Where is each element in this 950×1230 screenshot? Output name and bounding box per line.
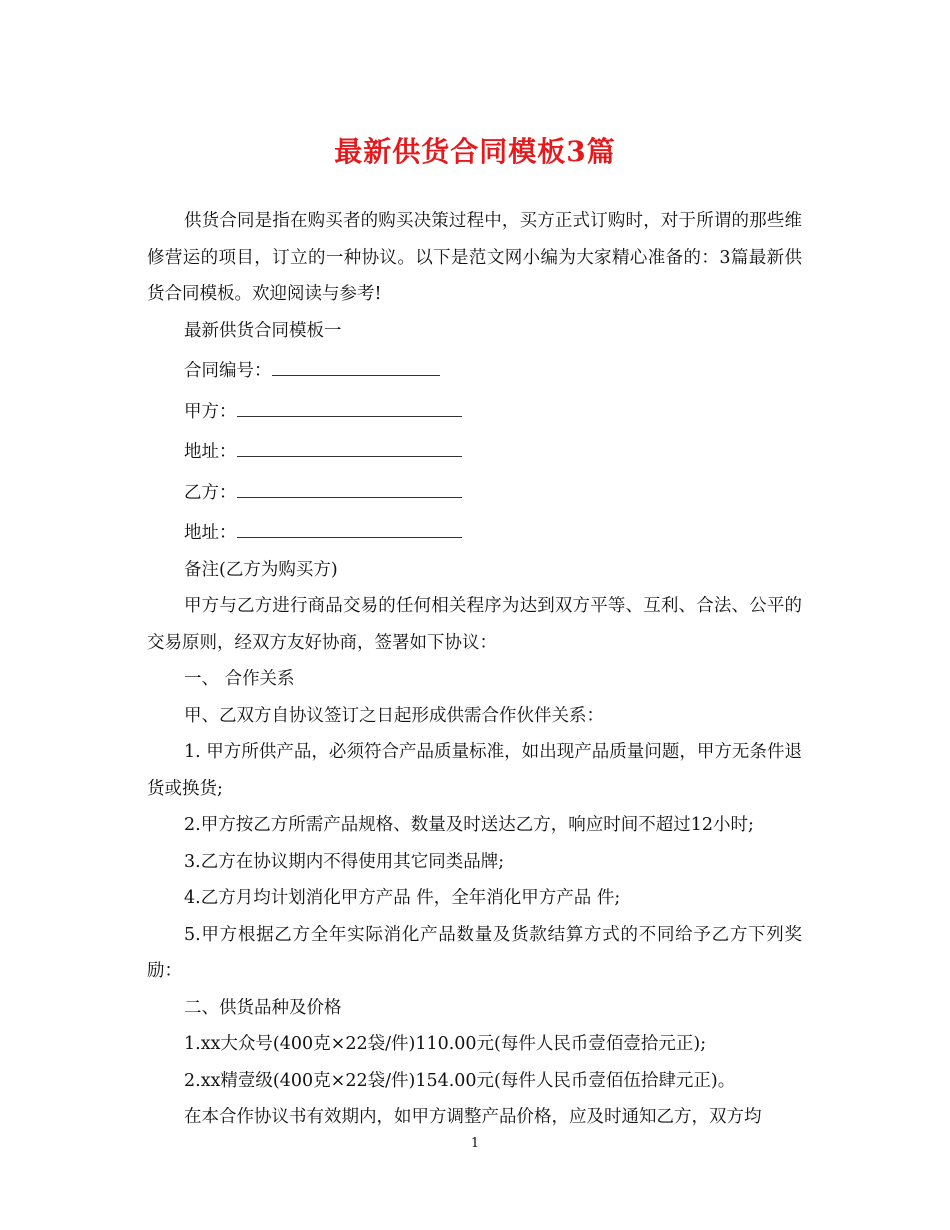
address-b-label: 地址： [184, 523, 237, 543]
address-b-line [147, 511, 802, 552]
address-a-label: 地址： [184, 442, 237, 462]
part1-item: 2.甲方按乙方所需产品规格、数量及时送达乙方，响应时间不超过12小时; [184, 815, 754, 835]
part1-item: 1. 甲方所供产品，必须符合产品质量标准，如出现产品质量问题，甲方无条件退货或换货; [147, 742, 802, 799]
page-number: 1 [470, 1136, 480, 1151]
part1-lead: 甲、乙双方自协议签订之日起形成供需合作伙伴关系： [184, 705, 604, 726]
section-heading: 最新供货合同模板一 [184, 320, 342, 341]
part2-item: 1.xx大众号(400克×22袋/件)110.00元(每件人民币壹佰壹拾元正); [184, 1034, 707, 1054]
part1-item: 4.乙方月均计划消化甲方产品 件，全年消化甲方产品 件; [184, 888, 621, 908]
part1-item: 3.乙方在协议期内不得使用其它同类品牌; [184, 851, 505, 872]
party-a-label: 甲方： [184, 401, 237, 422]
preamble-paragraph: 甲方与乙方进行商品交易的任何相关程序为达到双方平等、互利、合法、公平的交易原则，经双方友好协商，签署如下协议： [147, 596, 802, 653]
address-b-blank [237, 511, 462, 538]
contract-number-line [147, 349, 802, 390]
part2-item: 2.xx精壹级(400克×22袋/件)154.00元(每件人民币壹佰伍拾肆元正)。 [184, 1070, 736, 1091]
party-a-blank [237, 390, 462, 417]
tail-paragraph: 在本合作协议书有效期内，如甲方调整产品价格，应及时通知乙方，双方均 [184, 1107, 762, 1127]
part1-item: 5.甲方根据乙方全年实际消化产品数量及货款结算方式的不同给予乙方下列奖励： [147, 924, 802, 981]
contract-number-blank [272, 349, 440, 376]
part2-title: 二、供货品种及价格 [184, 997, 342, 1018]
address-a-blank [237, 430, 462, 457]
note-line: 备注(乙方为购买方) [184, 559, 338, 580]
part1-title: 一、 合作关系 [184, 669, 295, 689]
document-title: 最新供货合同模板3篇 [334, 135, 616, 168]
contract-number-label: 合同编号： [184, 361, 272, 381]
party-b-line [147, 471, 802, 512]
party-a-line [147, 390, 802, 431]
intro-paragraph: 供货合同是指在购买者的购买决策过程中，买方正式订购时，对于所谓的那些维修营运的项目，订立的一种协议。以下是范文网小编为大家精心准备的：3篇最新供货合同模板。欢迎阅读与参考! [147, 211, 802, 304]
party-b-blank [237, 471, 462, 498]
address-a-line [147, 430, 802, 471]
party-b-label: 乙方： [184, 482, 237, 503]
document-body [147, 203, 802, 1136]
